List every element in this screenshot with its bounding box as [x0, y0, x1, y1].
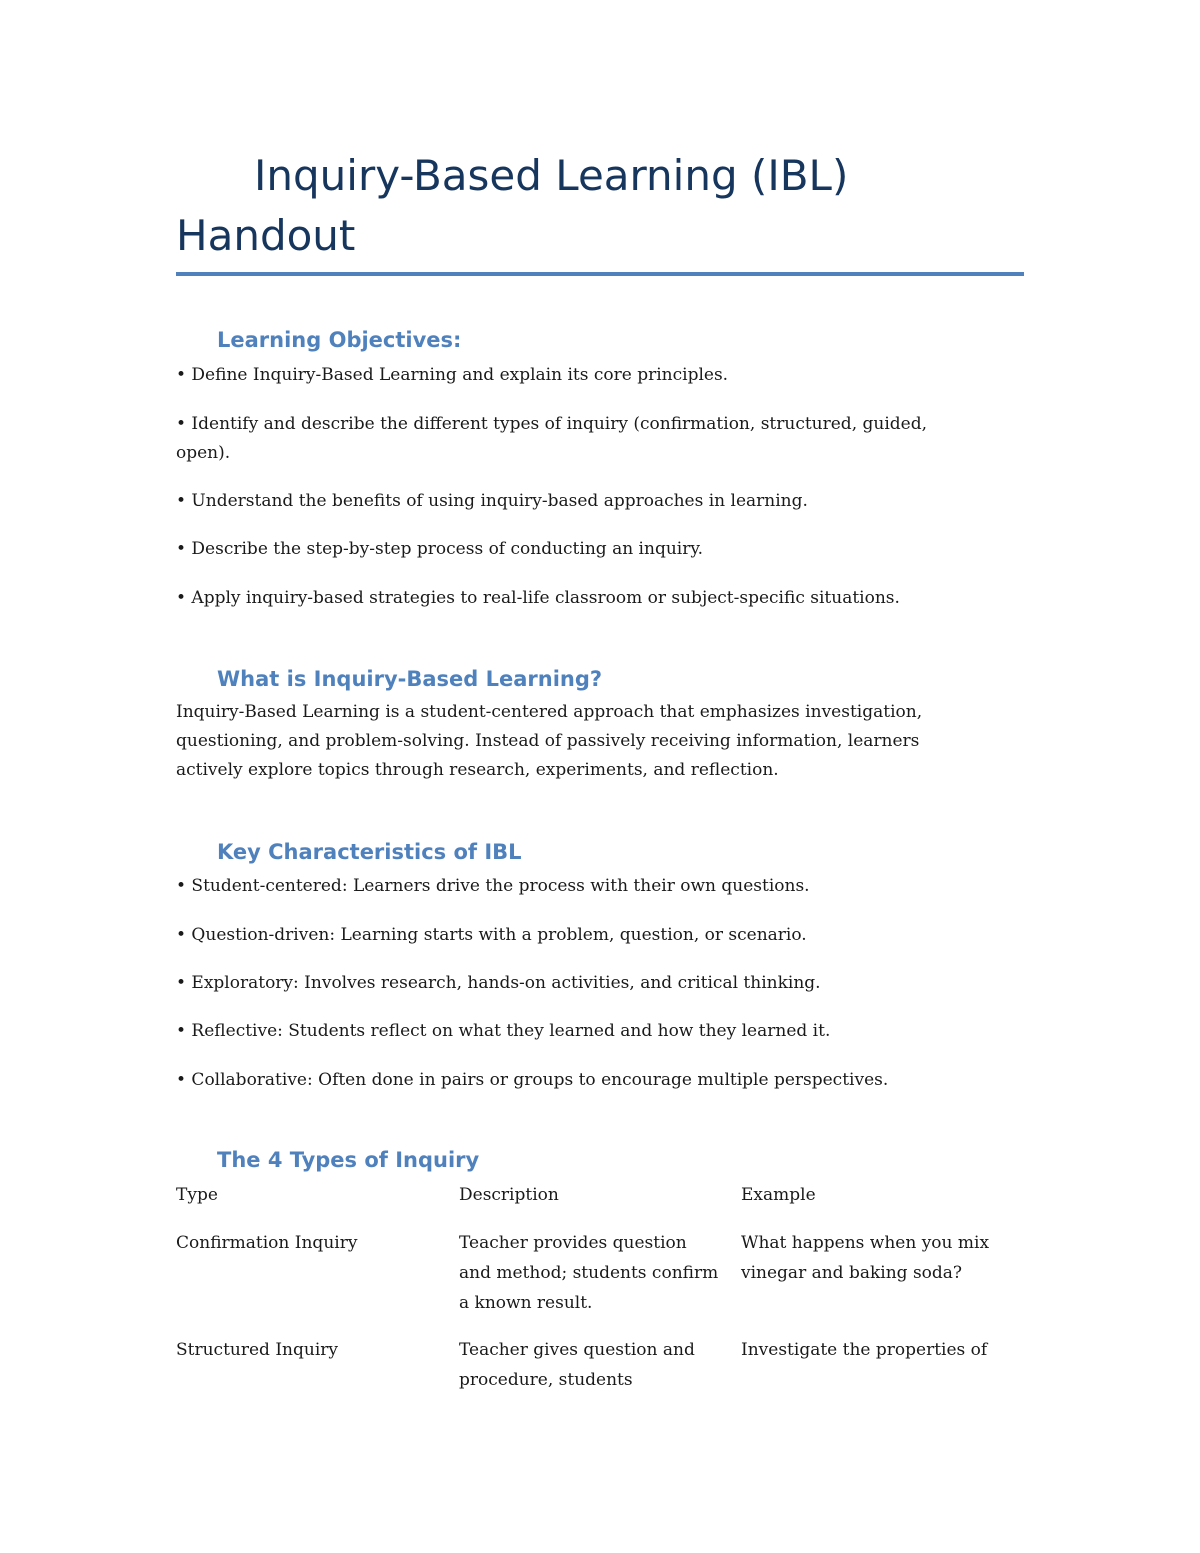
objective-item: • Apply inquiry-based strategies to real-life classroom or subject-specific situations.	[176, 588, 900, 608]
characteristic-item: • Question-driven: Learning starts with a problem, question, or scenario.	[176, 925, 807, 945]
table-cell: What happens when you mix vinegar and baking soda?	[741, 1233, 990, 1283]
table-header-cell: Description	[459, 1185, 559, 1205]
characteristic-item: • Student-centered: Learners drive the process with their own questions.	[176, 876, 810, 896]
table-cell: Teacher provides question and method; students confirm a known result.	[459, 1233, 719, 1313]
characteristics-heading: Key Characteristics of IBL	[217, 840, 522, 864]
objective-item: • Define Inquiry-Based Learning and explain its core principles.	[176, 365, 729, 385]
types-heading: The 4 Types of Inquiry	[217, 1148, 480, 1172]
objective-item: • Describe the step-by-step process of conducting an inquiry.	[176, 539, 704, 559]
what-is-heading: What is Inquiry-Based Learning?	[217, 667, 603, 691]
table-cell: Investigate the properties of	[741, 1340, 988, 1360]
characteristic-item: • Exploratory: Involves research, hands-on activities, and critical thinking.	[176, 973, 821, 993]
objective-item: • Identify and describe the different types of inquiry (confirmation, structured, guided, open).	[176, 414, 927, 463]
characteristic-item: • Reflective: Students reflect on what they learned and how they learned it.	[176, 1021, 831, 1041]
objective-item: • Understand the benefits of using inquiry-based approaches in learning.	[176, 491, 808, 511]
title-underline	[176, 272, 1024, 276]
objectives-heading: Learning Objectives:	[217, 328, 462, 352]
document-title: Inquiry-Based Learning (IBL) Handout	[176, 151, 849, 260]
table-cell: Structured Inquiry	[176, 1340, 338, 1360]
table-header-cell: Example	[741, 1185, 816, 1205]
what-is-body: Inquiry-Based Learning is a student-centered approach that emphasizes investigation, questioning, and problem-solving. Instead of passively receiving information, learners actively explore topics through research, experiments, and reflection.	[176, 702, 923, 780]
table-header-cell: Type	[176, 1185, 218, 1205]
table-cell: Confirmation Inquiry	[176, 1233, 358, 1253]
table-cell: Teacher gives question and procedure, students	[459, 1340, 695, 1390]
characteristic-item: • Collaborative: Often done in pairs or groups to encourage multiple perspectives.	[176, 1070, 889, 1090]
